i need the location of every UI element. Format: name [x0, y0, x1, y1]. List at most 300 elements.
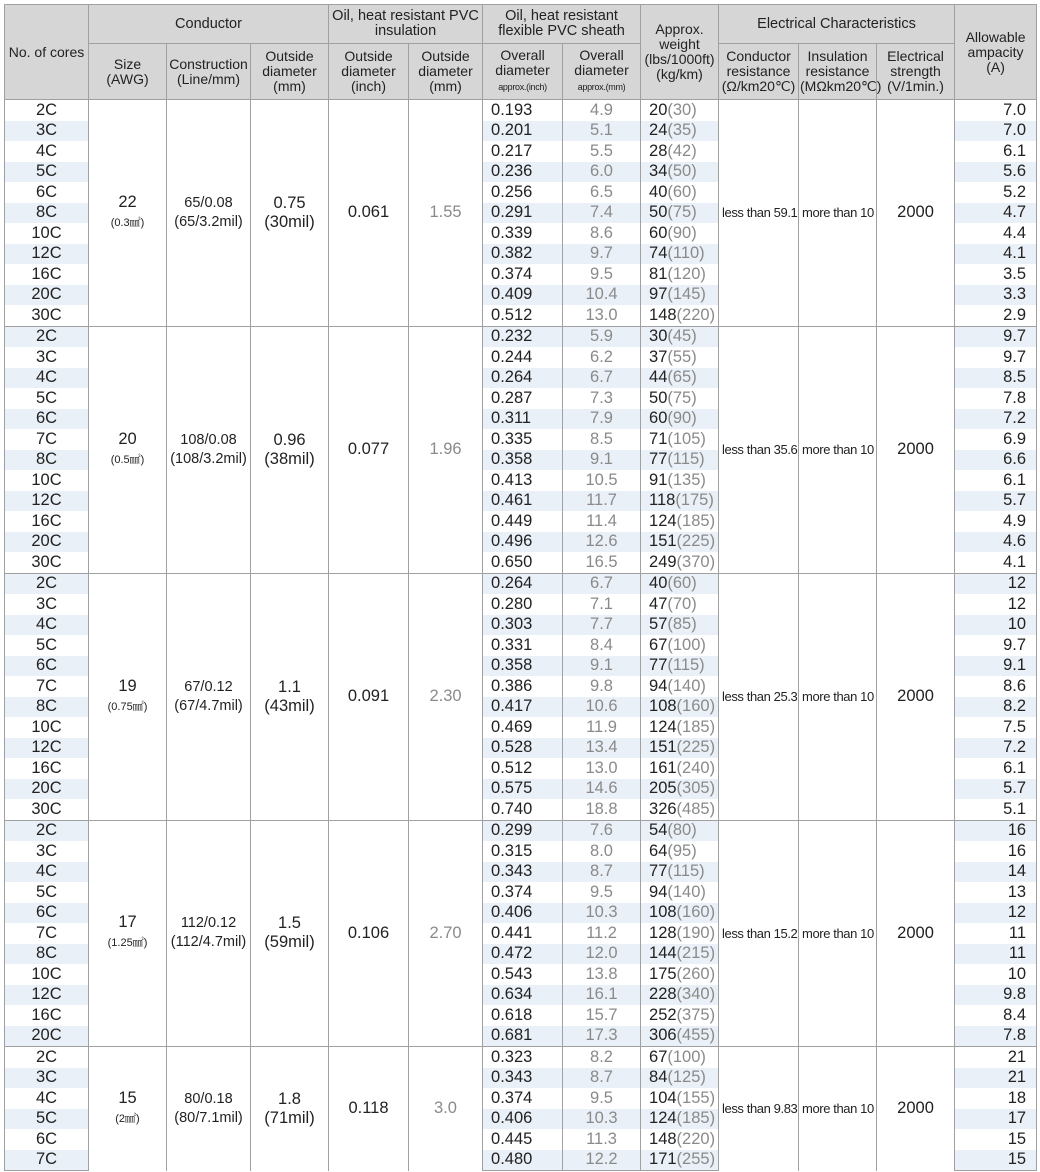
sheath-od-inch-cell: 0.343	[483, 862, 563, 883]
header-ins-od-inch-l3: (inch)	[351, 78, 387, 94]
weight-cell	[641, 347, 719, 368]
insulation-resistance-cell: more than 10	[799, 1047, 877, 1171]
sheath-od-mm-cell: 4.9	[563, 100, 641, 121]
construction-cell	[167, 820, 251, 1047]
size-awg: 19	[118, 676, 137, 695]
cores-cell: 3C	[5, 841, 89, 862]
header-ins-od-inch-l2: diameter	[341, 63, 396, 79]
weight-kg: (375)	[676, 1005, 716, 1024]
header-cres-l2: resistance	[726, 63, 791, 79]
cores-cell: 8C	[5, 203, 89, 224]
weight-lbs: 148	[649, 1129, 677, 1148]
construction-mil: (108/3.2mil)	[170, 450, 247, 467]
conductor-od-mil: (38mil)	[264, 449, 315, 468]
weight-lbs: 64	[649, 841, 668, 860]
sheath-od-mm-cell: 8.2	[563, 1047, 641, 1068]
cores-cell: 2C	[5, 573, 89, 594]
ampacity-cell: 6.1	[955, 758, 1037, 779]
size-cell	[89, 820, 167, 1047]
sheath-od-mm-cell: 13.8	[563, 964, 641, 985]
sheath-od-inch-cell: 0.339	[483, 223, 563, 244]
size-area: (0.5㎟)	[110, 453, 145, 466]
header-no-of-cores: No. of cores	[5, 5, 89, 100]
weight-cell	[641, 903, 719, 924]
insulation-resistance-cell: more than 10	[799, 100, 877, 327]
weight-cell	[641, 1026, 719, 1047]
sheath-od-mm-cell: 7.7	[563, 615, 641, 636]
weight-kg: (30)	[667, 100, 697, 119]
ampacity-cell: 7.8	[955, 388, 1037, 409]
header-weight	[641, 5, 719, 100]
cores-cell: 5C	[5, 162, 89, 183]
header-construction-l1: Construction	[169, 55, 248, 72]
cores-cell: 12C	[5, 738, 89, 759]
weight-lbs: 151	[649, 738, 677, 757]
cores-cell: 6C	[5, 1129, 89, 1150]
weight-lbs: 104	[649, 1088, 677, 1107]
weight-kg: (105)	[667, 429, 706, 448]
ampacity-cell: 21	[955, 1047, 1037, 1068]
weight-kg: (155)	[676, 1088, 716, 1107]
sheath-od-inch-cell: 0.358	[483, 656, 563, 677]
conductor-od-mm: 0.75	[273, 193, 306, 212]
weight-kg: (135)	[667, 470, 706, 489]
weight-lbs: 326	[649, 799, 677, 818]
sheath-od-mm-cell: 12.6	[563, 532, 641, 553]
header-ampacity-l1: Allowable	[965, 28, 1026, 45]
sheath-od-inch-cell: 0.417	[483, 697, 563, 718]
construction-mil: (112/4.7mil)	[170, 934, 247, 951]
header-row-groups	[5, 5, 1037, 44]
weight-cell	[641, 697, 719, 718]
sheath-od-inch-cell: 0.201	[483, 121, 563, 142]
cores-cell: 3C	[5, 121, 89, 142]
cores-cell: 7C	[5, 1150, 89, 1171]
sheath-od-mm-cell: 10.6	[563, 697, 641, 718]
insulation-resistance-cell: more than 10	[799, 573, 877, 820]
weight-lbs: 77	[649, 656, 668, 675]
weight-lbs: 50	[649, 203, 668, 222]
sheath-od-inch-cell: 0.528	[483, 738, 563, 759]
sheath-od-mm-cell: 7.1	[563, 594, 641, 615]
weight-lbs: 37	[649, 347, 668, 366]
cores-cell: 30C	[5, 799, 89, 820]
sheath-od-mm-cell: 16.5	[563, 552, 641, 573]
cores-cell: 10C	[5, 717, 89, 738]
sheath-od-inch-cell: 0.575	[483, 779, 563, 800]
sheath-od-mm-cell: 9.5	[563, 1088, 641, 1109]
insulation-resistance-cell: more than 10	[799, 820, 877, 1047]
sheath-od-inch-cell: 0.311	[483, 409, 563, 430]
insulation-od-mm-cell: 2.70	[409, 820, 483, 1047]
weight-cell	[641, 841, 719, 862]
weight-kg: (110)	[667, 244, 705, 263]
conductor-od-mm: 1.1	[278, 677, 301, 696]
header-ires-l3: (MΩkm20℃)	[800, 78, 882, 94]
weight-lbs: 50	[649, 388, 668, 407]
weight-kg: (185)	[676, 717, 716, 736]
sheath-od-mm-cell: 8.7	[563, 1068, 641, 1089]
cores-cell: 10C	[5, 223, 89, 244]
conductor-resistance-cell: less than 59.1	[719, 100, 799, 327]
cores-cell: 12C	[5, 244, 89, 265]
cores-cell: 4C	[5, 368, 89, 389]
sheath-od-inch-cell: 0.303	[483, 615, 563, 636]
weight-lbs: 60	[649, 223, 668, 242]
sheath-od-mm-cell: 6.7	[563, 368, 641, 389]
sheath-od-mm-cell: 8.6	[563, 223, 641, 244]
header-weight-l2: weight	[659, 36, 700, 52]
weight-cell	[641, 305, 719, 326]
ampacity-cell: 2.9	[955, 305, 1037, 326]
size-area: (0.3㎟)	[110, 216, 145, 229]
header-ins-od-mm-l2: diameter	[418, 63, 473, 79]
cores-cell: 6C	[5, 903, 89, 924]
weight-kg: (45)	[667, 327, 697, 346]
sheath-od-inch-cell: 0.244	[483, 347, 563, 368]
size-cell	[89, 1047, 167, 1171]
conductor-resistance-cell: less than 15.2	[719, 820, 799, 1047]
weight-lbs: 306	[649, 1026, 677, 1045]
construction-cell	[167, 326, 251, 573]
sheath-od-mm-cell: 10.5	[563, 470, 641, 491]
conductor-resistance-cell: less than 25.3	[719, 573, 799, 820]
ampacity-cell: 3.3	[955, 285, 1037, 306]
table-row	[5, 1047, 1037, 1068]
weight-kg: (260)	[676, 964, 716, 983]
weight-lbs: 24	[649, 121, 668, 140]
sheath-od-mm-cell: 10.3	[563, 903, 641, 924]
cores-cell: 7C	[5, 676, 89, 697]
header-row-columns	[5, 44, 1037, 100]
ampacity-cell: 9.8	[955, 985, 1037, 1006]
weight-kg: (160)	[676, 903, 716, 922]
sheath-od-inch-cell: 0.681	[483, 1026, 563, 1047]
cores-cell: 5C	[5, 1109, 89, 1130]
sheath-od-mm-cell: 10.3	[563, 1109, 641, 1130]
size-awg: 15	[118, 1088, 137, 1107]
header-cond-od-l2: diameter	[262, 63, 317, 79]
weight-lbs: 57	[649, 615, 668, 634]
cores-cell: 16C	[5, 264, 89, 285]
ampacity-cell: 5.1	[955, 799, 1037, 820]
weight-kg: (125)	[667, 1068, 706, 1087]
sheath-od-inch-cell: 0.449	[483, 511, 563, 532]
weight-lbs: 60	[649, 409, 668, 428]
conductor-od-cell	[251, 100, 329, 327]
construction-mm: 65/0.08	[184, 194, 233, 211]
header-ires-l1: Insulation	[807, 48, 868, 64]
size-area: (2㎟)	[115, 1112, 140, 1125]
weight-lbs: 47	[649, 594, 668, 613]
cores-cell: 20C	[5, 285, 89, 306]
weight-cell	[641, 368, 719, 389]
weight-lbs: 128	[649, 923, 677, 942]
ampacity-cell: 4.7	[955, 203, 1037, 224]
ampacity-cell: 7.2	[955, 738, 1037, 759]
weight-lbs: 34	[649, 162, 668, 181]
header-weight-l1: Approx.	[655, 21, 704, 37]
sheath-od-inch-cell: 0.343	[483, 1068, 563, 1089]
header-insulation: Oil, heat resistant PVC insulation	[329, 5, 483, 44]
table-row	[5, 573, 1037, 594]
weight-kg: (240)	[676, 758, 716, 777]
weight-lbs: 151	[649, 532, 677, 551]
ampacity-cell: 17	[955, 1109, 1037, 1130]
weight-kg: (160)	[676, 697, 716, 716]
sheath-od-inch-cell: 0.193	[483, 100, 563, 121]
conductor-od-mm: 0.96	[273, 430, 306, 449]
size-area: (0.75㎟)	[107, 700, 148, 713]
sheath-od-inch-cell: 0.256	[483, 182, 563, 203]
sheath-od-inch-cell: 0.650	[483, 552, 563, 573]
weight-kg: (225)	[676, 738, 716, 757]
weight-kg: (35)	[667, 121, 697, 140]
cores-cell: 4C	[5, 1088, 89, 1109]
weight-cell	[641, 738, 719, 759]
insulation-od-inch-cell: 0.077	[329, 326, 409, 573]
header-insulation-resistance	[799, 44, 882, 100]
weight-lbs: 97	[649, 285, 668, 304]
weight-kg: (65)	[667, 368, 697, 387]
sheath-od-mm-cell: 14.6	[563, 779, 641, 800]
ampacity-cell: 7.5	[955, 717, 1037, 738]
weight-cell	[641, 923, 719, 944]
weight-lbs: 108	[649, 697, 677, 716]
ampacity-cell: 4.1	[955, 552, 1037, 573]
weight-kg: (80)	[667, 821, 697, 840]
weight-lbs: 148	[649, 305, 677, 324]
sheath-od-mm-cell: 11.9	[563, 717, 641, 738]
weight-lbs: 228	[649, 985, 677, 1004]
weight-kg: (100)	[667, 1047, 706, 1066]
weight-kg: (220)	[676, 1129, 716, 1148]
sheath-od-mm-cell: 7.9	[563, 409, 641, 430]
weight-lbs: 44	[649, 368, 668, 387]
weight-cell	[641, 594, 719, 615]
weight-cell	[641, 162, 719, 183]
size-awg: 17	[118, 913, 137, 932]
cores-cell: 5C	[5, 882, 89, 903]
size-awg: 22	[118, 192, 137, 211]
cores-cell: 3C	[5, 347, 89, 368]
sheath-od-inch-cell: 0.386	[483, 676, 563, 697]
sheath-od-mm-cell: 9.5	[563, 264, 641, 285]
cores-cell: 20C	[5, 779, 89, 800]
weight-lbs: 77	[649, 450, 668, 469]
weight-kg: (190)	[676, 923, 716, 942]
conductor-od-cell	[251, 573, 329, 820]
sheath-od-inch-cell: 0.406	[483, 903, 563, 924]
ampacity-cell: 5.7	[955, 779, 1037, 800]
weight-cell	[641, 121, 719, 142]
weight-cell	[641, 1005, 719, 1026]
ampacity-cell: 12	[955, 903, 1037, 924]
ampacity-cell: 13	[955, 882, 1037, 903]
ampacity-cell: 21	[955, 1068, 1037, 1089]
ampacity-cell: 15	[955, 1129, 1037, 1150]
weight-kg: (255)	[676, 1150, 716, 1169]
conductor-od-mm: 1.5	[278, 914, 301, 933]
weight-lbs: 249	[649, 552, 677, 571]
header-sheath-od-inch	[483, 44, 563, 100]
cores-cell: 20C	[5, 532, 89, 553]
weight-kg: (145)	[667, 285, 706, 304]
sheath-od-mm-cell: 5.1	[563, 121, 641, 142]
electrical-strength-cell: 2000	[877, 100, 955, 327]
weight-kg: (75)	[667, 388, 697, 407]
weight-kg: (95)	[667, 841, 697, 860]
sheath-od-inch-cell: 0.413	[483, 470, 563, 491]
sheath-od-inch-cell: 0.374	[483, 882, 563, 903]
header-size-l2: (AWG)	[106, 70, 149, 87]
ampacity-cell: 10	[955, 615, 1037, 636]
weight-cell	[641, 100, 719, 121]
cores-cell: 8C	[5, 697, 89, 718]
weight-kg: (70)	[667, 594, 697, 613]
sheath-od-mm-cell: 11.4	[563, 511, 641, 532]
header-sheath: Oil, heat resistant flexible PVC sheath	[483, 5, 641, 44]
electrical-strength-cell: 2000	[877, 326, 955, 573]
sheath-od-mm-cell: 10.4	[563, 285, 641, 306]
sheath-od-mm-cell: 8.7	[563, 862, 641, 883]
weight-cell	[641, 409, 719, 430]
sheath-od-mm-cell: 9.1	[563, 656, 641, 677]
header-sh-mm-l2: diameter	[574, 62, 629, 78]
sheath-od-inch-cell: 0.358	[483, 450, 563, 471]
weight-lbs: 84	[649, 1068, 668, 1087]
sheath-od-mm-cell: 7.6	[563, 820, 641, 841]
weight-kg: (185)	[676, 511, 716, 530]
weight-kg: (175)	[675, 491, 714, 510]
ampacity-cell: 10	[955, 964, 1037, 985]
cores-cell: 5C	[5, 635, 89, 656]
conductor-od-cell	[251, 1047, 329, 1171]
weight-kg: (85)	[667, 615, 697, 634]
weight-kg: (115)	[667, 862, 705, 881]
sheath-od-inch-cell: 0.543	[483, 964, 563, 985]
header-sh-mm-l3: approx.(mm)	[577, 82, 626, 92]
header-insulation-od-inch	[329, 44, 409, 100]
weight-kg: (370)	[676, 552, 716, 571]
construction-mil: (67/4.7mil)	[174, 697, 243, 714]
weight-kg: (120)	[667, 264, 706, 283]
sheath-od-mm-cell: 15.7	[563, 1005, 641, 1026]
header-sheath-od-mm	[563, 44, 641, 100]
ampacity-cell: 6.6	[955, 450, 1037, 471]
insulation-od-inch-cell: 0.118	[329, 1047, 409, 1171]
sheath-od-mm-cell: 5.9	[563, 326, 641, 347]
weight-lbs: 124	[649, 511, 677, 530]
weight-cell	[641, 882, 719, 903]
construction-cell	[167, 573, 251, 820]
sheath-od-inch-cell: 0.496	[483, 532, 563, 553]
weight-cell	[641, 223, 719, 244]
ampacity-cell: 3.5	[955, 264, 1037, 285]
sheath-od-inch-cell: 0.409	[483, 285, 563, 306]
weight-cell	[641, 1068, 719, 1089]
conductor-od-mil: (43mil)	[264, 696, 315, 715]
cores-cell: 2C	[5, 100, 89, 121]
weight-cell	[641, 1150, 719, 1171]
cores-cell: 20C	[5, 1026, 89, 1047]
cores-cell: 12C	[5, 985, 89, 1006]
weight-cell	[641, 799, 719, 820]
header-sh-inch-l3: approx.(inch)	[498, 82, 547, 92]
construction-mil: (65/3.2mil)	[174, 213, 243, 230]
insulation-od-inch-cell: 0.061	[329, 100, 409, 327]
sheath-od-inch-cell: 0.406	[483, 1109, 563, 1130]
sheath-od-inch-cell: 0.512	[483, 758, 563, 779]
cores-cell: 2C	[5, 820, 89, 841]
sheath-od-inch-cell: 0.280	[483, 594, 563, 615]
ampacity-cell: 12	[955, 594, 1037, 615]
insulation-od-mm-cell: 3.0	[409, 1047, 483, 1171]
weight-lbs: 161	[649, 758, 677, 777]
conductor-od-cell	[251, 326, 329, 573]
weight-cell	[641, 985, 719, 1006]
cable-spec-table	[4, 4, 1037, 1171]
weight-lbs: 74	[649, 244, 668, 263]
weight-kg: (90)	[667, 409, 697, 428]
weight-cell	[641, 717, 719, 738]
cores-cell: 7C	[5, 923, 89, 944]
weight-lbs: 108	[649, 903, 677, 922]
ampacity-cell: 11	[955, 923, 1037, 944]
header-conductor-resistance	[719, 44, 799, 100]
weight-kg: (485)	[676, 799, 716, 818]
cores-cell: 4C	[5, 141, 89, 162]
size-cell	[89, 100, 167, 327]
conductor-resistance-cell: less than 35.6	[719, 326, 799, 573]
size-cell	[89, 573, 167, 820]
conductor-od-mil: (30mil)	[264, 212, 315, 231]
cores-cell: 2C	[5, 1047, 89, 1068]
ampacity-cell: 8.5	[955, 368, 1037, 389]
sheath-od-inch-cell: 0.232	[483, 326, 563, 347]
weight-lbs: 54	[649, 821, 668, 840]
weight-lbs: 67	[649, 635, 668, 654]
sheath-od-inch-cell: 0.291	[483, 203, 563, 224]
weight-kg: (140)	[667, 676, 706, 695]
ampacity-cell: 14	[955, 862, 1037, 883]
ampacity-cell: 6.1	[955, 141, 1037, 162]
table-row	[5, 326, 1037, 347]
insulation-od-inch-cell: 0.091	[329, 573, 409, 820]
sheath-od-mm-cell: 18.8	[563, 799, 641, 820]
insulation-od-mm-cell: 2.30	[409, 573, 483, 820]
cores-cell: 8C	[5, 450, 89, 471]
sheath-od-inch-cell: 0.374	[483, 1088, 563, 1109]
header-cond-od-l1: Outside	[265, 48, 314, 64]
sheath-od-inch-cell: 0.512	[483, 305, 563, 326]
ampacity-cell: 8.2	[955, 697, 1037, 718]
weight-cell	[641, 1129, 719, 1150]
conductor-od-mil: (71mil)	[264, 1108, 315, 1127]
weight-kg: (140)	[667, 882, 706, 901]
weight-cell	[641, 676, 719, 697]
ampacity-cell: 18	[955, 1088, 1037, 1109]
cores-cell: 4C	[5, 862, 89, 883]
weight-lbs: 94	[649, 676, 668, 695]
header-ins-od-mm-l1: Outside	[421, 48, 470, 64]
weight-cell	[641, 491, 719, 512]
sheath-od-inch-cell: 0.335	[483, 429, 563, 450]
weight-cell	[641, 429, 719, 450]
weight-lbs: 252	[649, 1005, 677, 1024]
ampacity-cell: 4.1	[955, 244, 1037, 265]
weight-kg: (185)	[676, 1109, 716, 1128]
